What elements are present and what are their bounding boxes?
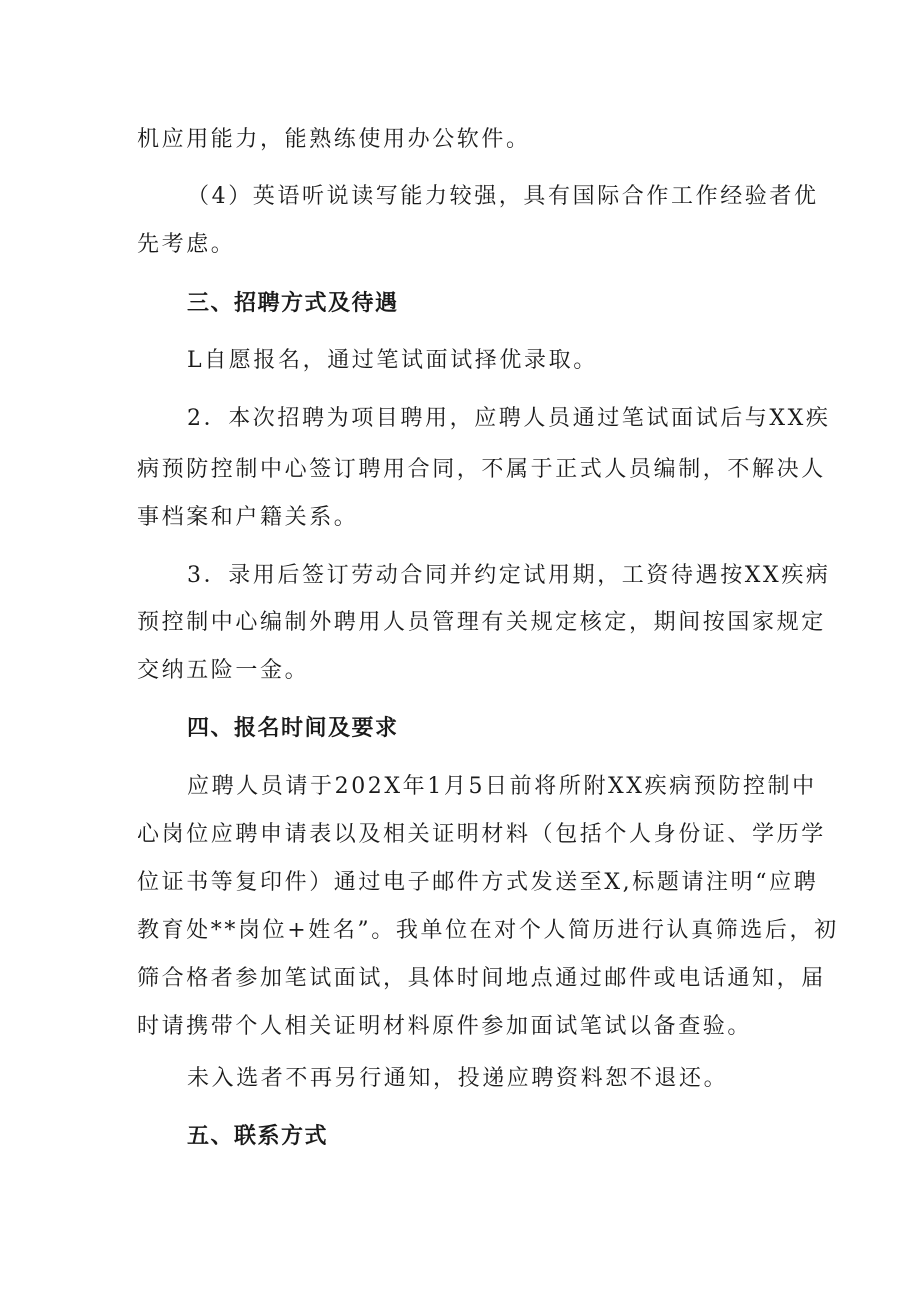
paragraph-line: 先考虑。 [137,232,236,257]
paragraph-line: 教育处**岗位+姓名”。我单位在对个人简历进行认真筛选后，初 [137,918,839,943]
paragraph-line: 2．本次招聘为项目聘用，应聘人员通过笔试面试后与XX疾 [187,406,831,431]
section-heading-3: 三、招聘方式及待遇 [187,291,399,316]
section-heading-5: 五、联系方式 [187,1124,329,1149]
paragraph-line: 未入选者不再另行通知，投递应聘资料恕不退还。 [187,1066,729,1091]
paragraph-line: 时请携带个人相关证明材料原件参加面试笔试以备查验。 [137,1014,753,1039]
paragraph-line: 心岗位应聘申请表以及相关证明材料（包括个人身份证、学历学 [137,822,826,847]
paragraph-line: 位证书等复印件）通过电子邮件方式发送至X,标题请注明“应聘 [137,870,819,895]
section-heading-4: 四、报名时间及要求 [187,716,399,741]
paragraph-line: 机应用能力，能熟练使用办公软件。 [137,127,531,152]
paragraph-line: 预控制中心编制外聘用人员管理有关规定核定，期间按国家规定 [137,610,826,635]
paragraph-line: 3．录用后签订劳动合同并约定试用期，工资待遇按XX疾病 [187,563,831,588]
paragraph-line: 筛合格者参加笔试面试，具体时间地点通过邮件或电话通知，届 [137,966,826,991]
paragraph-line: L自愿报名，通过笔试面试择优录取。 [187,348,598,373]
paragraph-line: 应聘人员请于202X年1月5日前将所附XX疾病预防控制中 [187,774,817,799]
paragraph-line: 事档案和户籍关系。 [137,505,359,530]
paragraph-line: 病预防控制中心签订聘用合同，不属于正式人员编制，不解决人 [137,457,826,482]
paragraph-line: （4）英语听说读写能力较强，具有国际合作工作经验者优 [187,184,819,209]
paragraph-line: 交纳五险一金。 [137,658,310,683]
